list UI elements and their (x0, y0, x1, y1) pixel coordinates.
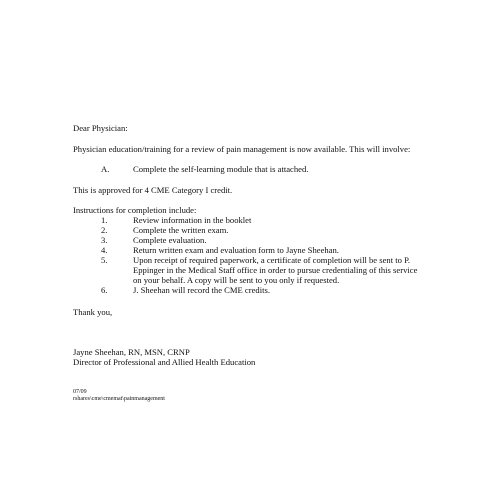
module-item (73, 164, 423, 174)
list-item-text: Return written exam and evaluation form to Jayne Sheehan. (133, 245, 339, 255)
list-item (73, 215, 423, 225)
list-item-text: Complete the written exam. (133, 225, 229, 235)
list-item-number: 1. (101, 215, 108, 225)
intro-paragraph: Physician education/training for a review of pain management is now available. This will involve: (73, 144, 411, 154)
list-item (73, 235, 423, 245)
footer-file-path: rshares\cme\cmemat\painmanagement (73, 396, 165, 402)
greeting: Dear Physician: (73, 123, 128, 133)
credit-approval: This is approved for 4 CME Category I credit. (73, 185, 233, 195)
footer-date: 07/09 (73, 389, 87, 395)
list-item-text: Review information in the booklet (133, 215, 252, 225)
list-item-text: Complete evaluation. (133, 235, 207, 245)
list-item-number: 5. (101, 255, 108, 265)
list-item-number: 3. (101, 235, 108, 245)
list-item-text: Upon receipt of required paperwork, a certificate of completion will be sent to P. Eppinger in the Medical Staff office in order to pursue credentialing of this service on your behalf. A copy will be sent to you only if requested. (133, 255, 418, 285)
list-item-number: 2. (101, 225, 108, 235)
module-item-letter: A. (101, 164, 110, 174)
closing: Thank you, (73, 307, 113, 317)
instructions-heading: Instructions for completion include: (73, 205, 197, 215)
instructions-list (73, 215, 423, 295)
list-item-text: J. Sheehan will record the CME credits. (133, 285, 270, 295)
letter-body (73, 123, 423, 367)
document-footer (73, 389, 165, 403)
signature-title: Director of Professional and Allied Health Education (73, 357, 256, 367)
signature-name: Jayne Sheehan, RN, MSN, CRNP (73, 347, 190, 357)
list-item-number: 6. (101, 285, 108, 295)
module-item-text: Complete the self-learning module that is attached. (133, 164, 309, 174)
list-item (73, 255, 423, 285)
list-item-number: 4. (101, 245, 108, 255)
list-item (73, 245, 423, 255)
list-item (73, 225, 423, 235)
list-item (73, 285, 423, 295)
